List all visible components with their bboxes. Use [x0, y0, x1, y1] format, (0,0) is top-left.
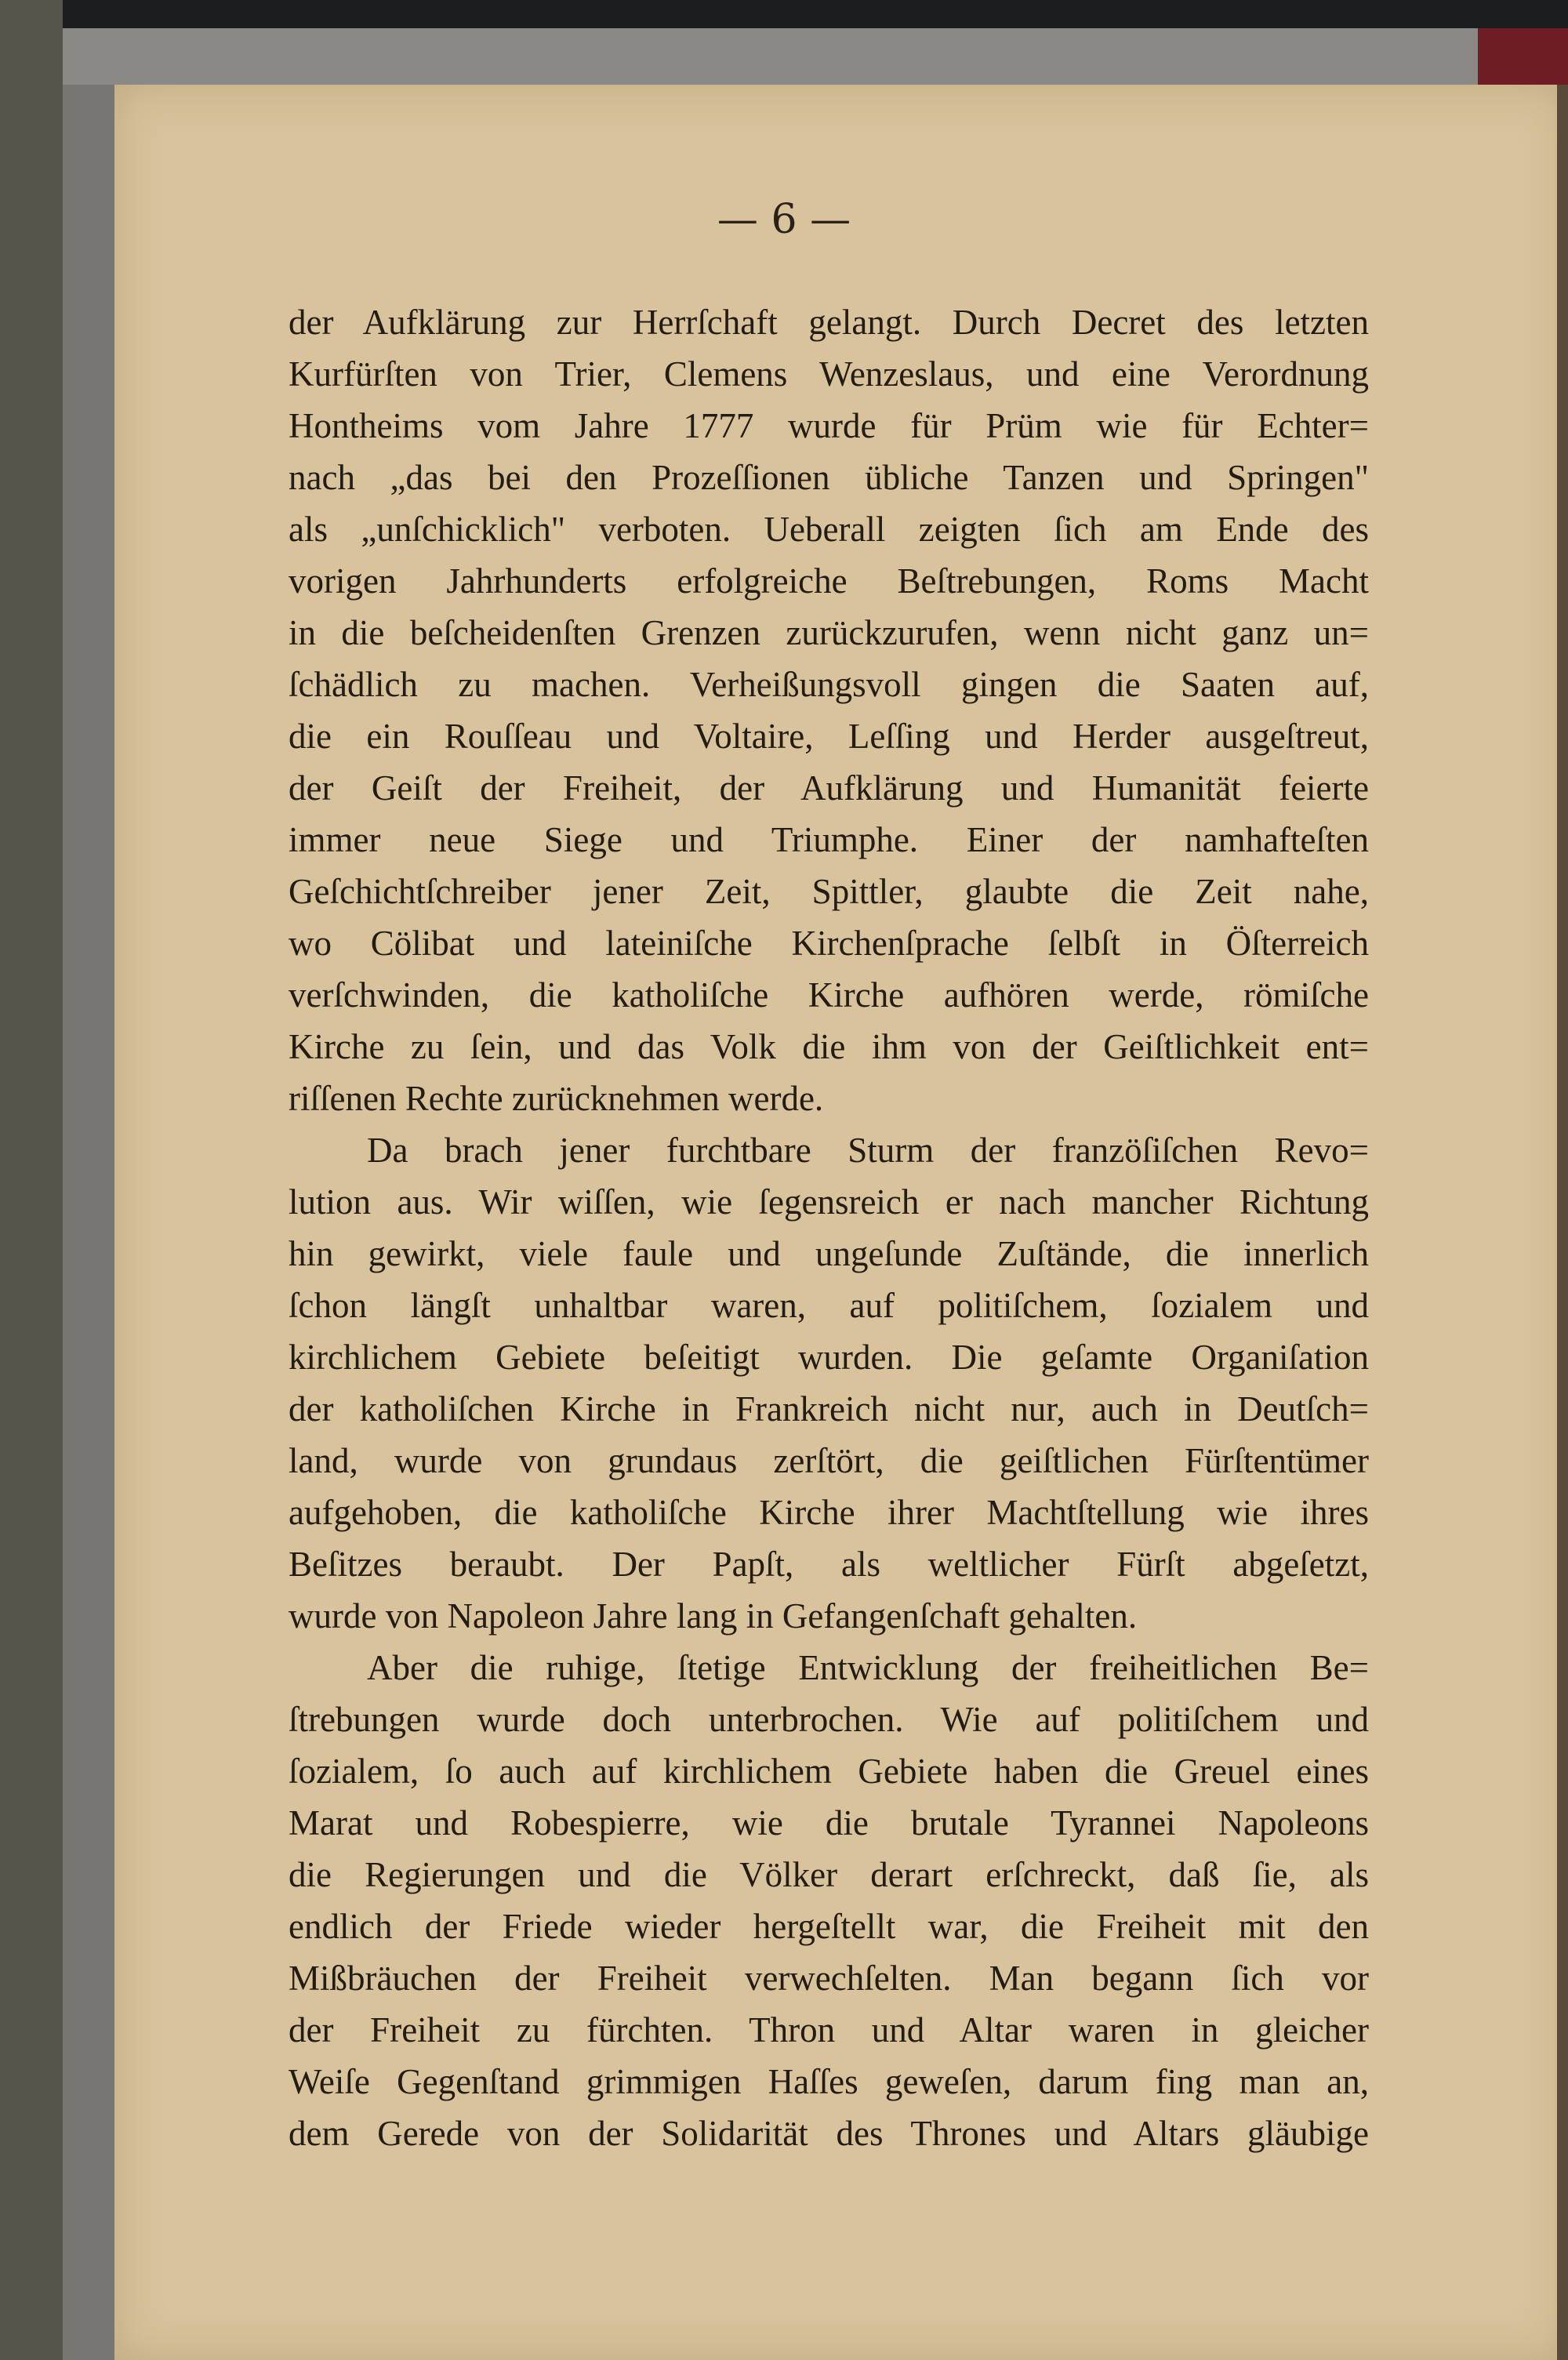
text-line: Kurfürſten von Trier, Clemens Wenzeslaus, und eine Verordnung — [289, 354, 1369, 394]
text-line: Beſitzes beraubt. Der Papſt, als weltlicher Fürſt abgeſetzt, — [289, 1545, 1369, 1584]
book-endpaper-left — [63, 28, 118, 2360]
page-edge — [1557, 85, 1568, 2360]
text-line: ſtrebungen wurde doch unterbrochen. Wie auf politiſchem und — [289, 1700, 1369, 1739]
text-line: land, wurde von grundaus zerſtört, die geiſtlichen Fürſtentümer — [289, 1441, 1369, 1480]
text-line: immer neue Siege und Triumphe. Einer der namhafteſten — [289, 820, 1369, 859]
text-line: wurde von Napoleon Jahre lang in Gefangenſchaft gehalten. — [289, 1596, 1138, 1636]
text-line: ſchon längſt unhaltbar waren, auf politiſchem, ſozialem und — [289, 1286, 1369, 1325]
text-line: die ein Rouſſeau und Voltaire, Leſſing und Herder ausgeſtreut, — [289, 717, 1369, 756]
text-line: Weiſe Gegenſtand grimmigen Haſſes geweſen, darum fing man an, — [289, 2062, 1369, 2101]
text-line: Aber die ruhige, ſtetige Entwicklung der freiheitlichen Be= — [367, 1648, 1369, 1687]
book-endpaper-top — [63, 28, 1478, 85]
book-cover-top — [0, 0, 1568, 28]
text-line: aufgehoben, die katholiſche Kirche ihrer Machtſtellung wie ihres — [289, 1493, 1369, 1532]
text-line: der katholiſchen Kirche in Frankreich nicht nur, auch in Deutſch= — [289, 1389, 1369, 1429]
text-line: Mißbräuchen der Freiheit verwechſelten. Man begann ſich vor — [289, 1959, 1369, 1998]
text-line: kirchlichem Gebiete beſeitigt wurden. Die geſamte Organiſation — [289, 1338, 1369, 1377]
text-line: Geſchichtſchreiber jener Zeit, Spittler, glaubte die Zeit nahe, — [289, 872, 1369, 911]
book-cover-left — [0, 0, 63, 2360]
text-line: ſchädlich zu machen. Verheißungsvoll gingen die Saaten auf, — [289, 665, 1369, 704]
text-line: Marat und Robespierre, wie die brutale Tyrannei Napoleons — [289, 1803, 1369, 1843]
text-line: vorigen Jahrhunderts erfolgreiche Beſtrebungen, Roms Macht — [289, 561, 1369, 601]
text-line: dem Gerede von der Solidarität des Thrones und Altars gläubige — [289, 2114, 1369, 2153]
text-line: verſchwinden, die katholiſche Kirche aufhören werde, römiſche — [289, 975, 1369, 1015]
text-line: hin gewirkt, viele faule und ungeſunde Zuſtände, die innerlich — [289, 1234, 1369, 1273]
text-line: Kirche zu ſein, und das Volk die ihm von der Geiſtlichkeit ent= — [289, 1027, 1369, 1066]
text-line: der Geiſt der Freiheit, der Aufklärung und Humanität feierte — [289, 768, 1369, 808]
body-text — [289, 296, 1369, 2159]
text-line: in die beſcheidenſten Grenzen zurückzurufen, wenn nicht ganz un= — [289, 613, 1369, 652]
text-line: nach „das bei den Prozeſſionen übliche Tanzen und Springen" — [289, 458, 1369, 497]
text-line: der Aufklärung zur Herrſchaft gelangt. Durch Decret des letzten — [289, 303, 1369, 342]
book-spine-red — [1478, 28, 1568, 85]
text-line: die Regierungen und die Völker derart erſchreckt, daß ſie, als — [289, 1855, 1369, 1894]
text-line: lution aus. Wir wiſſen, wie ſegensreich er nach mancher Richtung — [289, 1182, 1369, 1222]
text-line: Da brach jener furchtbare Sturm der franzöſiſchen Revo= — [367, 1131, 1369, 1170]
text-line: Hontheims vom Jahre 1777 wurde für Prüm wie für Echter= — [289, 406, 1369, 445]
text-line: endlich der Friede wieder hergeſtellt war, die Freiheit mit den — [289, 1907, 1369, 1946]
text-line: wo Cölibat und lateiniſche Kirchenſprache ſelbſt in Öſterreich — [289, 924, 1369, 963]
page-number: — 6 — — [717, 196, 851, 243]
text-line: ſozialem, ſo auch auf kirchlichem Gebiete haben die Greuel eines — [289, 1752, 1369, 1791]
text-line: der Freiheit zu fürchten. Thron und Altar waren in gleicher — [289, 2010, 1369, 2050]
text-line: als „unſchicklich" verboten. Ueberall zeigten ſich am Ende des — [289, 510, 1369, 549]
text-line: riſſenen Rechte zurücknehmen werde. — [289, 1079, 824, 1118]
